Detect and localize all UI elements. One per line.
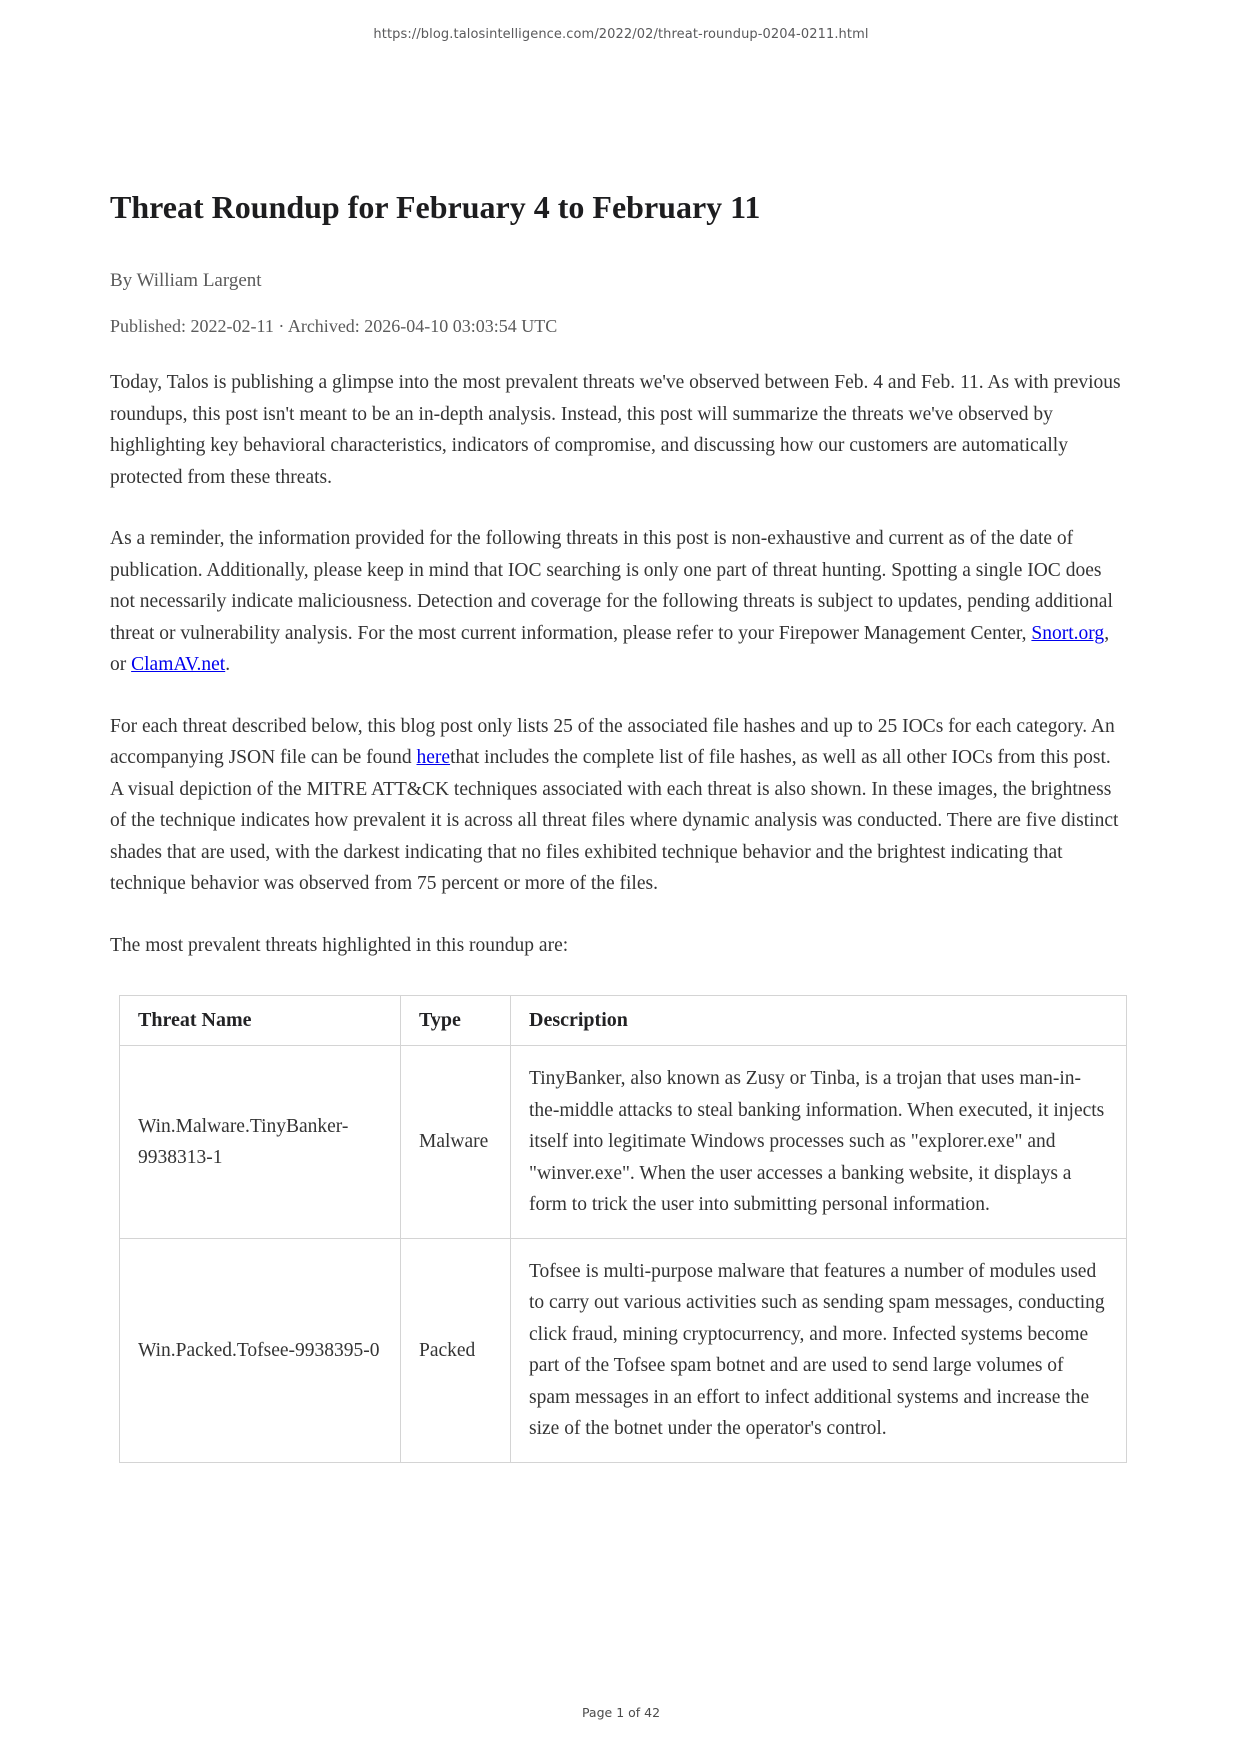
published-archived-line: Published: 2022-02-11 · Archived: 2026-04-10 03:03:54 UTC <box>110 316 558 337</box>
article <box>110 0 1123 1463</box>
reminder-text-3: . <box>225 654 231 676</box>
clamav-link[interactable]: ClamAV.net <box>131 654 226 676</box>
ioc-text-2: that includes the complete list of file hashes, as well as all other IOCs from this post. A visual depiction of the MITRE ATT&CK techniques associated with each threat is also shown. In these images, the brightness of the technique indicates how prevalent it is across all threat files where dynamic analysis was conducted. There are five distinct shades that are used, with the darkest indicating that no files exhibited technique behavior and the brightest indicating that technique behavior was observed from 75 percent or more of the files. <box>110 747 1119 895</box>
threat-type-cell: Packed <box>401 1238 511 1462</box>
reminder-paragraph <box>110 523 1123 681</box>
column-header-description: Description <box>511 996 1127 1046</box>
threat-name-cell: Win.Malware.TinyBanker-9938313-1 <box>120 1046 401 1239</box>
json-here-link[interactable]: here <box>416 747 451 769</box>
page-number: Page 1 of 42 <box>581 1705 661 1720</box>
table-row <box>120 1046 1127 1239</box>
intro-paragraph: Today, Talos is publishing a glimpse into the most prevalent threats we've observed between Feb. 4 and Feb. 11. As with previous roundups, this post isn't meant to be an in-depth analysis. Instead, this post will summarize the threats we've observed by highlighting key behavioral characteristics, indicators of compromise, and discussing how our customers are automatically protected from these threats. <box>110 372 1121 488</box>
table-row <box>120 1238 1127 1462</box>
reminder-text-1: As a reminder, the information provided for the following threats in this post is non-exhaustive and current as of the date of publication. Additionally, please keep in mind that IOC searching is only one part of threat hunting. Spotting a single IOC does not necessarily indicate maliciousness. Detection and coverage for the following threats is subject to updates, pending additional threat or vulnerability analysis. For the most current information, please refer to your Firepower Management Center, <box>110 528 1113 644</box>
page-title: Threat Roundup for February 4 to February 11 <box>110 189 761 225</box>
author-byline: By William Largent <box>110 270 262 292</box>
threats-table <box>119 995 1127 1463</box>
snort-link[interactable]: Snort.org <box>1031 622 1105 644</box>
column-header-threat-name: Threat Name <box>120 996 401 1046</box>
threat-name-cell: Win.Packed.Tofsee-9938395-0 <box>120 1238 401 1462</box>
threat-description-cell: Tofsee is multi-purpose malware that features a number of modules used to carry out various activities such as sending spam messages, conducting click fraud, mining cryptocurrency, and more. Infected systems become part of the Tofsee spam botnet and are used to send large volumes of spam messages in an effort to infect additional systems and increase the size of the botnet under the operator's control. <box>511 1238 1127 1462</box>
ioc-paragraph <box>110 711 1123 900</box>
table-header-row <box>120 996 1127 1046</box>
print-header-url: https://blog.talosintelligence.com/2022/02/threat-roundup-0204-0211.html <box>373 27 869 42</box>
reminder-text-2: , or <box>110 622 1110 676</box>
table-lead-line: The most prevalent threats highlighted in this roundup are: <box>110 934 569 956</box>
threat-description-cell: TinyBanker, also known as Zusy or Tinba, is a trojan that uses man-in-the-middle attacks to steal banking information. When executed, it injects itself into legitimate Windows processes such as "explorer.exe" and "winver.exe". When the user accesses a banking website, it displays a form to trick the user into submitting personal information. <box>511 1046 1127 1239</box>
threat-type-cell: Malware <box>401 1046 511 1239</box>
column-header-type: Type <box>401 996 511 1046</box>
ioc-text-1: For each threat described below, this blog post only lists 25 of the associated file hashes and up to 25 IOCs for each category. An accompanying JSON file can be found <box>110 715 1115 769</box>
